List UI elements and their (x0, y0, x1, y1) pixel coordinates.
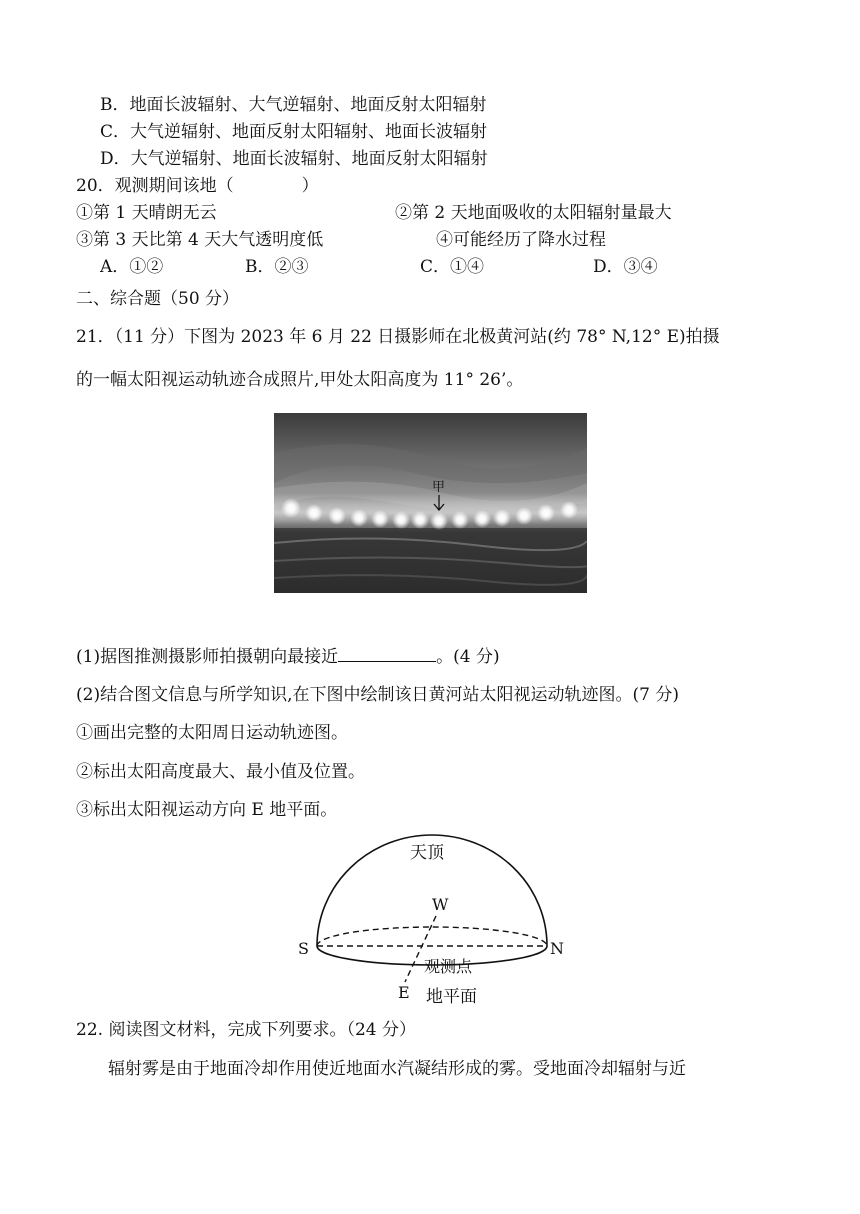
label-east: E (398, 983, 410, 1002)
q21-req-3: ③标出太阳视运动方向 E 地平面。 (76, 800, 338, 820)
q21-sub1 (76, 645, 500, 668)
q20-item-3: ③第 3 天比第 4 天大气透明度低 (76, 230, 324, 250)
label-jia: 甲 (432, 480, 446, 495)
q21-req-2: ②标出太阳高度最大、最小值及位置。 (76, 762, 365, 782)
q21-sub2: (2)结合图文信息与所学知识,在下图中绘制该日黄河站太阳视运动轨迹图。(7 分) (76, 685, 679, 705)
q21-sub1-prefix: (1)据图推测摄影师拍摄朝向最接近 (76, 647, 339, 667)
q20-option-a: A．①② (100, 257, 164, 277)
celestial-hemisphere-diagram (292, 832, 572, 1010)
answer-blank[interactable] (338, 645, 436, 662)
section-2-title: 二、综合题（50 分） (76, 289, 240, 309)
question-20-stem: 20．观测期间该地（ ） (76, 176, 319, 196)
label-south: S (298, 939, 309, 958)
label-horizon: 地平面 (426, 987, 477, 1007)
q22-paragraph: 辐射雾是由于地面冷却作用使近地面水汽凝结形成的雾。受地面冷却辐射与近 (108, 1059, 686, 1079)
label-west: W (432, 895, 449, 914)
label-observer: 观测点 (424, 957, 473, 976)
option-c: C．大气逆辐射、地面反射太阳辐射、地面长波辐射 (100, 122, 488, 142)
question-22-stem: 22. 阅读图文材料，完成下列要求。（24 分） (76, 1020, 416, 1040)
option-d: D．大气逆辐射、地面长波辐射、地面反射太阳辐射 (100, 149, 488, 169)
sun-trail-photo (274, 413, 587, 593)
q20-option-d: D．③④ (593, 257, 658, 277)
q20-option-c: C．①④ (420, 257, 485, 277)
question-21-stem-line2: 的一幅太阳视运动轨迹合成照片,甲处太阳高度为 11° 26’。 (76, 370, 524, 390)
q21-req-1: ①画出完整的太阳周日运动轨迹图。 (76, 723, 348, 743)
label-north: N (550, 939, 564, 958)
horizon-back (317, 927, 547, 946)
question-21-stem-line1: 21．（11 分）下图为 2023 年 6 月 22 日摄影师在北极黄河站(约 78° N,12° E)拍摄 (76, 327, 720, 347)
q20-option-b: B．②③ (245, 257, 309, 277)
q20-item-4: ④可能经历了降水过程 (436, 230, 606, 250)
q20-item-1: ①第 1 天晴朗无云 (76, 203, 217, 223)
q21-sub1-suffix: 。(4 分) (436, 647, 500, 667)
option-b: B．地面长波辐射、大气逆辐射、地面反射太阳辐射 (100, 95, 487, 115)
label-zenith: 天顶 (410, 843, 444, 863)
q20-item-2: ②第 2 天地面吸收的太阳辐射量最大 (395, 203, 672, 223)
